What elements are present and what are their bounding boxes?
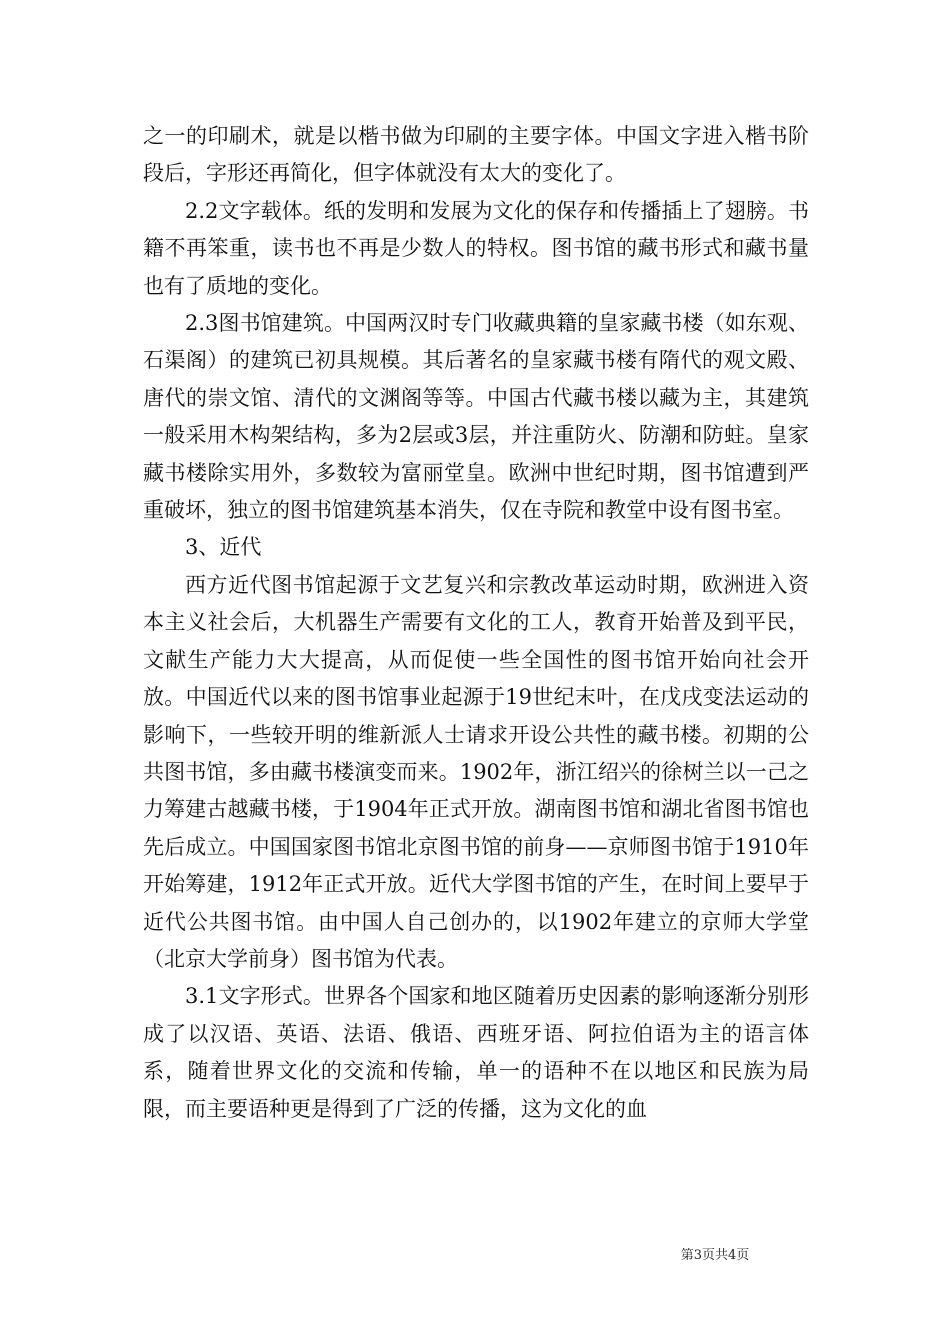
paragraph-library-architecture: 2.3图书馆建筑。中国两汉时专门收藏典籍的皇家藏书楼（如东观、石渠阁）的建筑已初具规模。其后著名的皇家藏书楼有隋代的观文殿、唐代的崇文馆、清代的文渊阁等等。中国古代藏书楼以藏为主，其建筑一般采用木构架结构，多为2层或3层，并注重防火、防潮和防蛀。皇家藏书楼除实用外，多数较为富丽堂皇。欧洲中世纪时期，图书馆遭到严重破坏，独立的图书馆建筑基本消失，仅在寺院和教堂中设有图书室。 xyxy=(143,311,809,523)
document-body xyxy=(143,118,809,1128)
page-footer xyxy=(0,1247,950,1265)
paragraph-text-carrier: 2.2文字载体。纸的发明和发展为文化的保存和传播插上了翅膀。书籍不再笨重，读书也不再是少数人的特权。图书馆的藏书形式和藏书量也有了质地的变化。 xyxy=(143,198,809,298)
section-heading-modern: 3、近代 xyxy=(185,535,262,560)
paragraph-text-form: 3.1文字形式。世界各个国家和地区随着历史因素的影响逐渐分别形成了以汉语、英语、法语、俄语、西班牙语、阿拉伯语为主的语言体系，随着世界文化的交流和传输，单一的语种不在以地区和民族为局限，而主要语种更是得到了广泛的传播，这为文化的血 xyxy=(143,984,809,1121)
paragraph-modern-libraries: 西方近代图书馆起源于文艺复兴和宗教改革运动时期，欧洲进入资本主义社会后，大机器生产需要有文化的工人，教育开始普及到平民，文献生产能力大大提高，从而促使一些全国性的图书馆开始向社会开放。中国近代以来的图书馆事业起源于19世纪末叶，在戊戌变法运动的影响下，一些较开明的维新派人士请求开设公共性的藏书楼。初期的公共图书馆，多由藏书楼演变而来。1902年，浙江绍兴的徐树兰以一己之力筹建古越藏书楼，于1904年正式开放。湖南图书馆和湖北省图书馆也先后成立。中国国家图书馆北京图书馆的前身——京师图书馆于1910年开始筹建，1912年正式开放。近代大学图书馆的产生，在时间上要早于近代公共图书馆。由中国人自己创办的，以1902年建立的京师大学堂（北京大学前身）图书馆为代表。 xyxy=(143,572,809,971)
page-number: 第3页共4页 xyxy=(680,1248,750,1263)
paragraph-continued: 之一的印刷术，就是以楷书做为印刷的主要字体。中国文字进入楷书阶段后，字形还再简化，但字体就没有太大的变化了。 xyxy=(143,124,809,186)
